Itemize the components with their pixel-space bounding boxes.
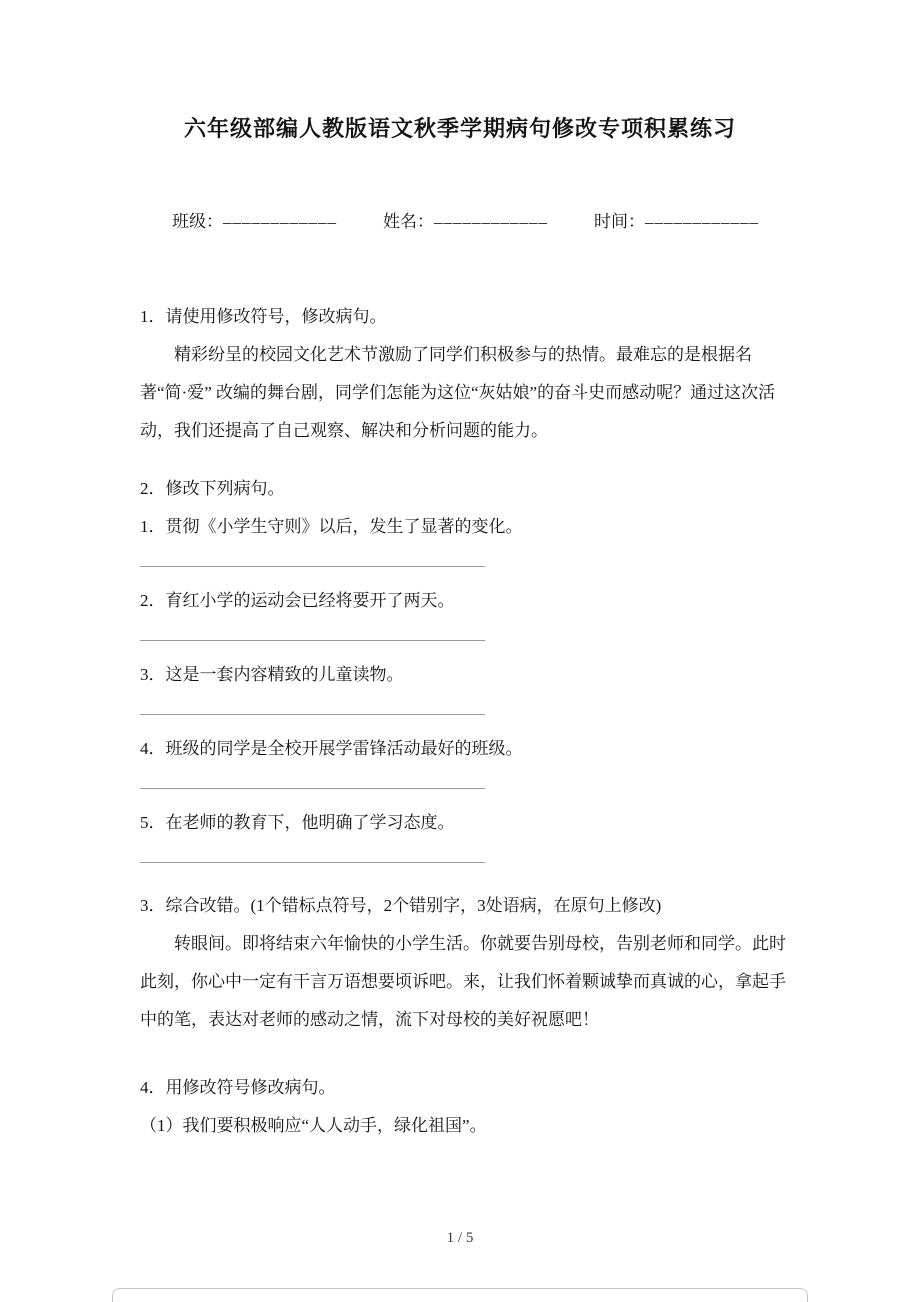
answer-line-1 [140, 546, 485, 567]
question-1-heading: 1．请使用修改符号，修改病句。 [140, 307, 387, 326]
name-blank: ____________ [434, 207, 548, 226]
question-4-item-1: （1）我们要积极响应“人人动手，绿化祖国”。 [140, 1116, 487, 1135]
question-2-item-1-text: 1．贯彻《小学生守则》以后，发生了显著的变化。 [140, 517, 523, 536]
question-2-heading: 2．修改下列病句。 [140, 479, 285, 498]
class-blank: ____________ [223, 207, 337, 226]
question-1-paragraph: 精彩纷呈的校园文化艺术节激励了同学们积极参与的热情。最难忘的是根据名著“简·爱” 改编的舞台剧，同学们怎能为这位“灰姑娘”的奋斗史而感动呢？通过这次活动，我们还提高了自己观察、解决和分析问题的能力。 [140, 345, 776, 440]
question-2-item-5 [140, 804, 790, 863]
time-label: 时间： [594, 212, 645, 231]
question-2-item-2 [140, 582, 790, 641]
question-2-item-4 [140, 730, 790, 789]
header-fields [172, 207, 920, 232]
class-label: 班级： [172, 212, 223, 231]
question-2-item-3 [140, 656, 790, 715]
answer-line-3 [140, 694, 485, 715]
question-2-item-2-text: 2．育红小学的运动会已经将要开了两天。 [140, 591, 455, 610]
page-indicator: 1 / 5 [446, 1230, 474, 1246]
name-label: 姓名： [383, 212, 434, 231]
question-2-item-5-text: 5．在老师的教育下，他明确了学习态度。 [140, 813, 455, 832]
name-field [383, 207, 548, 232]
document-body [140, 298, 790, 1145]
question-2-item-1 [140, 508, 790, 567]
question-3-paragraph: 转眼间。即将结束六年愉快的小学生活。你就要告别母校，告别老师和同学。此时此刻，你心中一定有干言万语想要顷诉吧。来，让我们怀着颗诚挚而真诚的心，拿起手中的笔，表达对老师的感动之情，流下对母校的美好祝愿吧！ [140, 934, 786, 1029]
answer-line-4 [140, 768, 485, 789]
answer-line-5 [140, 842, 485, 863]
page-title: 六年级部编人教版语文秋季学期病句修改专项积累练习 [183, 116, 736, 141]
time-blank: ____________ [645, 207, 759, 226]
page-footer [0, 1230, 920, 1247]
time-field [594, 207, 759, 232]
class-field [172, 207, 337, 232]
question-2-item-4-text: 4．班级的同学是全校开展学雷锋活动最好的班级。 [140, 739, 523, 758]
question-4-heading: 4．用修改符号修改病句。 [140, 1078, 336, 1097]
next-page-box-edge [112, 1288, 808, 1302]
question-2-item-3-text: 3．这是一套内容精致的儿童读物。 [140, 665, 404, 684]
question-3-heading: 3．综合改错。(1个错标点符号，2个错别字，3处语病，在原句上修改) [140, 896, 662, 915]
answer-line-2 [140, 620, 485, 641]
